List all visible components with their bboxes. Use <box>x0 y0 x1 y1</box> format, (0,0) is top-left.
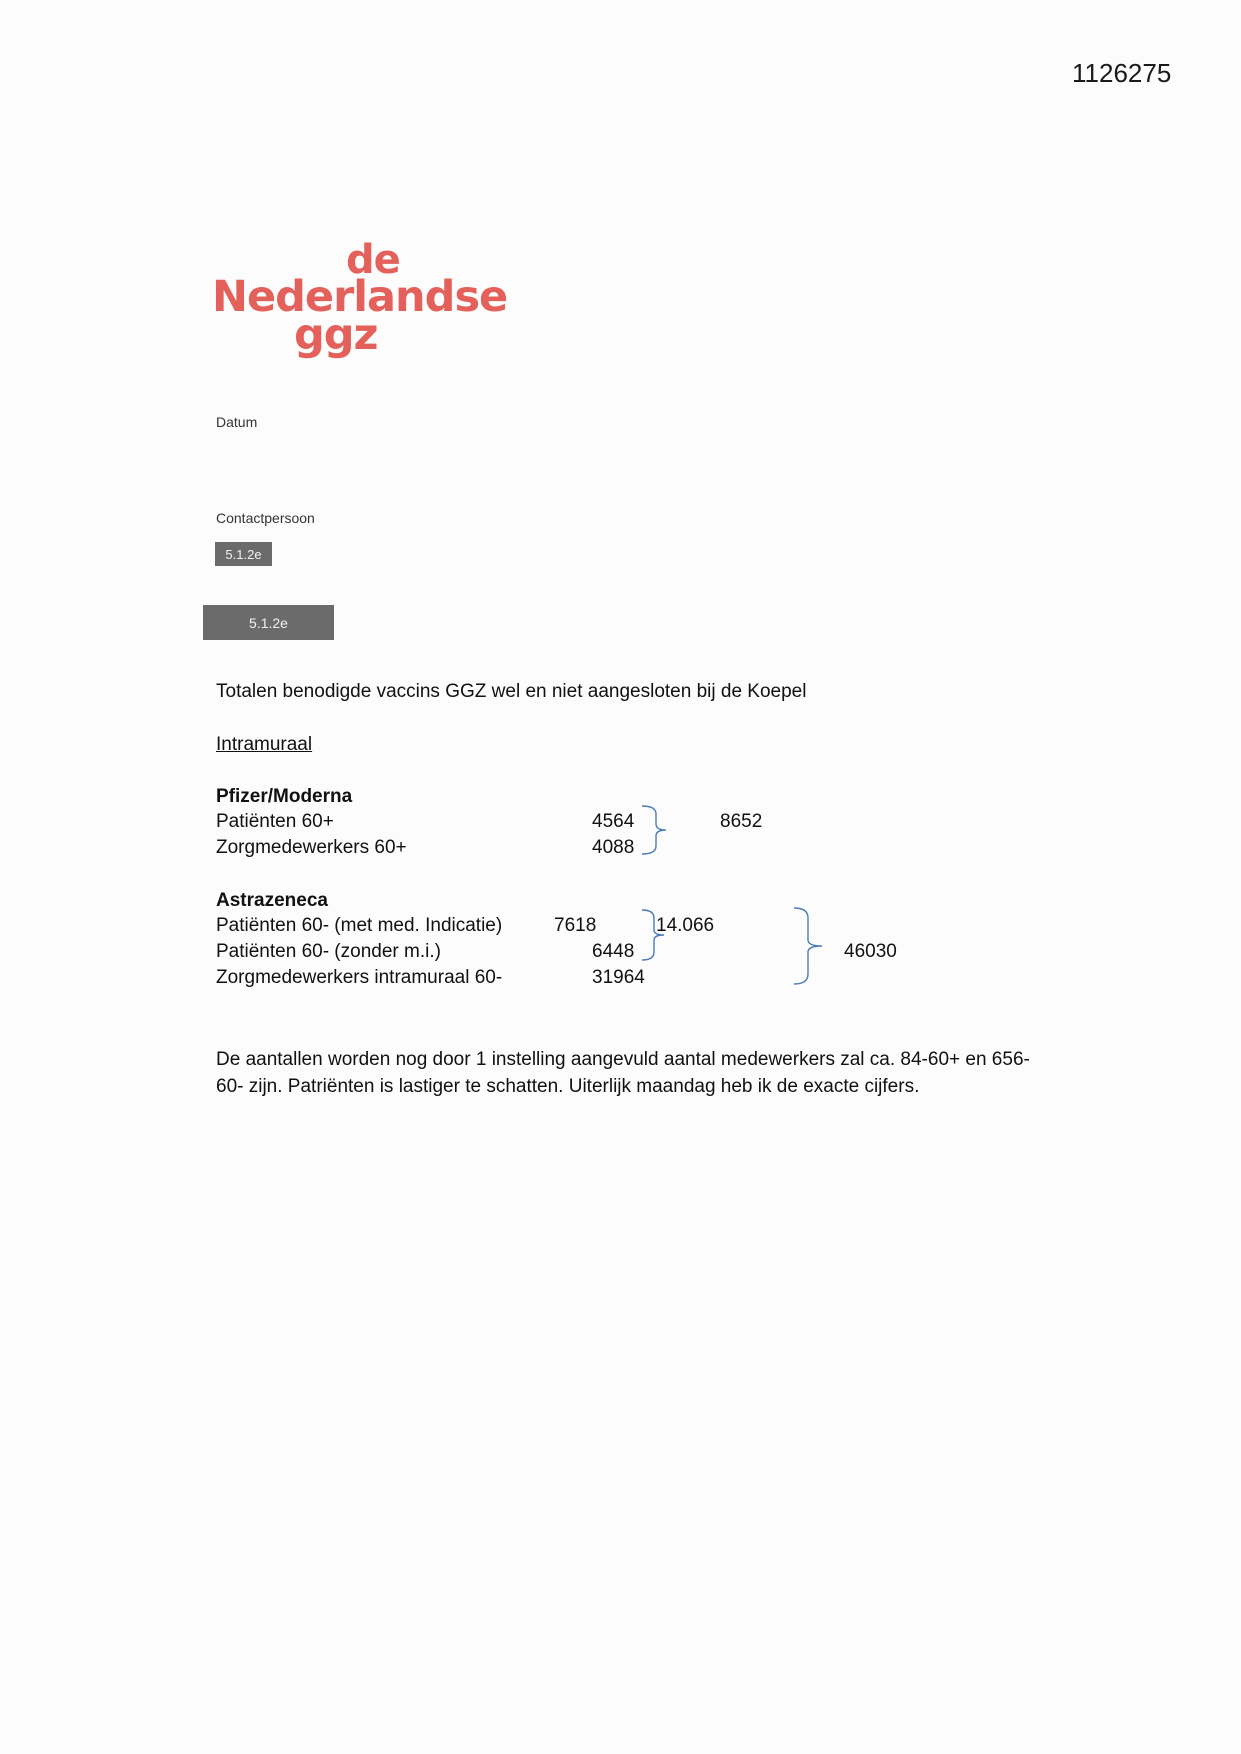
group-title-pfizer-moderna: Pfizer/Moderna <box>216 786 353 807</box>
redaction-box-contact: 5.1.2e <box>215 542 272 566</box>
astra-row-value: 6448 <box>592 941 635 962</box>
pfizer-row-value: 4564 <box>592 811 635 832</box>
astra-total-brace <box>792 906 828 986</box>
astra-row-value: 31964 <box>592 967 645 988</box>
document-number: 1126275 <box>1072 58 1172 88</box>
redaction-box-signature: 5.1.2e <box>203 605 334 640</box>
logo-line-de: de <box>346 237 400 283</box>
pfizer-row-label: Patiënten 60+ <box>216 811 334 832</box>
nederlandse-ggz-logo <box>208 234 508 364</box>
astra-row-value: 7618 <box>554 915 597 936</box>
pfizer-brace <box>640 804 674 856</box>
astra-row-label: Patiënten 60- (met med. Indicatie) <box>216 915 503 936</box>
astra-row-label: Zorgmedewerkers intramuraal 60- <box>216 967 503 988</box>
section-title-intramuraal: Intramuraal <box>216 734 313 755</box>
astra-row-label: Patiënten 60- (zonder m.i.) <box>216 941 441 962</box>
astra-subtotal: 14.066 <box>656 915 715 936</box>
pfizer-row-label: Zorgmedewerkers 60+ <box>216 837 407 858</box>
pfizer-row-value: 4088 <box>592 837 635 858</box>
document-heading: Totalen benodigde vaccins GGZ wel en niet aangesloten bij de Koepel <box>216 681 807 702</box>
pfizer-subtotal: 8652 <box>720 811 763 832</box>
contactpersoon-label: Contactpersoon <box>216 510 315 526</box>
logo-line-ggz: ggz <box>294 310 378 360</box>
logo-line-nederlandse: Nederlandse <box>212 272 508 322</box>
datum-label: Datum <box>216 414 258 430</box>
astra-total: 46030 <box>844 941 897 962</box>
footnote-paragraph: De aantallen worden nog door 1 instelling aangevuld aantal medewerkers zal ca. 84-60+ en 656-60- zijn. Patriënten is lastiger te schatten. Uiterlijk maandag heb ik de exacte cijfers. <box>216 1049 1030 1097</box>
group-title-astrazeneca: Astrazeneca <box>216 890 328 911</box>
